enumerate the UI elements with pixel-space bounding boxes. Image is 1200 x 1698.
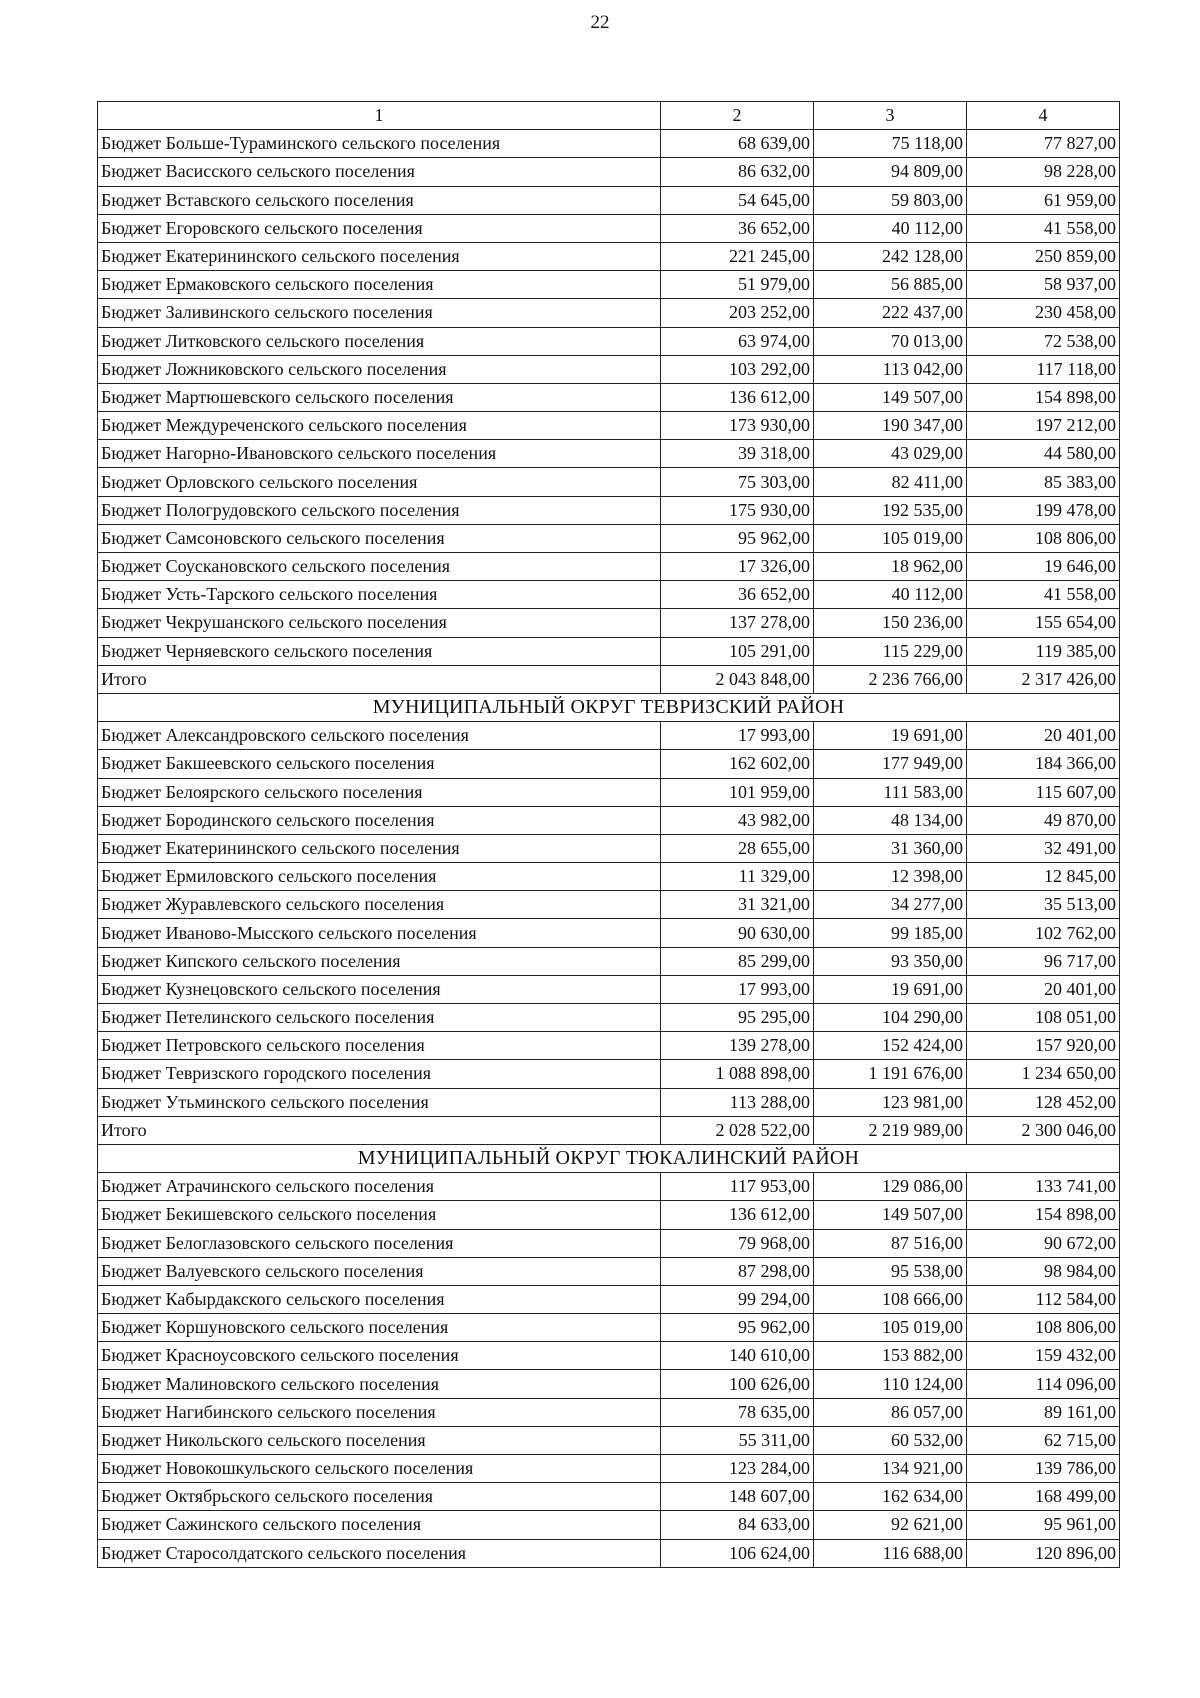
value-col-4: 49 870,00 (967, 806, 1120, 834)
value-col-2: 101 959,00 (661, 778, 814, 806)
value-col-4: 77 827,00 (967, 130, 1120, 158)
settlement-name: Бюджет Александровского сельского поселения (98, 722, 661, 750)
value-col-4: 58 937,00 (967, 271, 1120, 299)
table-row (98, 1455, 1120, 1483)
column-header-3: 3 (814, 102, 967, 130)
value-col-3: 116 688,00 (814, 1539, 967, 1567)
value-col-2: 140 610,00 (661, 1342, 814, 1370)
value-col-2: 87 298,00 (661, 1257, 814, 1285)
value-col-4: 19 646,00 (967, 553, 1120, 581)
table-row (98, 1314, 1120, 1342)
table-row (98, 468, 1120, 496)
value-col-2: 137 278,00 (661, 609, 814, 637)
table-row (98, 299, 1120, 327)
value-col-2: 39 318,00 (661, 440, 814, 468)
value-col-2: 100 626,00 (661, 1370, 814, 1398)
table-row (98, 1342, 1120, 1370)
value-col-3: 108 666,00 (814, 1285, 967, 1313)
value-col-2: 17 326,00 (661, 553, 814, 581)
value-col-4: 115 607,00 (967, 778, 1120, 806)
settlement-name: Бюджет Чекрушанского сельского поселения (98, 609, 661, 637)
settlement-name: Бюджет Малиновского сельского поселения (98, 1370, 661, 1398)
value-col-4: 120 896,00 (967, 1539, 1120, 1567)
value-col-2: 117 953,00 (661, 1173, 814, 1201)
value-col-3: 19 691,00 (814, 722, 967, 750)
value-col-3: 134 921,00 (814, 1455, 967, 1483)
settlement-name: Бюджет Коршуновского сельского поселения (98, 1314, 661, 1342)
value-col-3: 56 885,00 (814, 271, 967, 299)
value-col-3: 93 350,00 (814, 947, 967, 975)
table-row (98, 834, 1120, 862)
total-col-4: 2 317 426,00 (967, 665, 1120, 693)
total-col-4: 2 300 046,00 (967, 1116, 1120, 1144)
value-col-3: 82 411,00 (814, 468, 967, 496)
value-col-3: 113 042,00 (814, 355, 967, 383)
total-label: Итого (98, 1116, 661, 1144)
column-header-1: 1 (98, 102, 661, 130)
value-col-3: 129 086,00 (814, 1173, 967, 1201)
value-col-2: 63 974,00 (661, 327, 814, 355)
settlement-name: Бюджет Бакшеевского сельского поселения (98, 750, 661, 778)
settlement-name: Бюджет Бекишевского сельского поселения (98, 1201, 661, 1229)
column-header-2: 2 (661, 102, 814, 130)
value-col-2: 31 321,00 (661, 891, 814, 919)
value-col-2: 113 288,00 (661, 1088, 814, 1116)
value-col-4: 108 806,00 (967, 524, 1120, 552)
value-col-3: 149 507,00 (814, 1201, 967, 1229)
value-col-4: 20 401,00 (967, 975, 1120, 1003)
value-col-3: 34 277,00 (814, 891, 967, 919)
value-col-4: 72 538,00 (967, 327, 1120, 355)
value-col-2: 1 088 898,00 (661, 1060, 814, 1088)
value-col-3: 92 621,00 (814, 1511, 967, 1539)
settlement-name: Бюджет Екатерининского сельского поселения (98, 834, 661, 862)
settlement-name: Бюджет Новокошкульского сельского поселения (98, 1455, 661, 1483)
value-col-3: 48 134,00 (814, 806, 967, 834)
value-col-3: 190 347,00 (814, 412, 967, 440)
table-row (98, 524, 1120, 552)
table-row (98, 722, 1120, 750)
value-col-4: 98 984,00 (967, 1257, 1120, 1285)
table-row (98, 412, 1120, 440)
value-col-2: 11 329,00 (661, 863, 814, 891)
value-col-2: 55 311,00 (661, 1426, 814, 1454)
value-col-3: 60 532,00 (814, 1426, 967, 1454)
settlement-name: Бюджет Пологрудовского сельского поселения (98, 496, 661, 524)
value-col-2: 175 930,00 (661, 496, 814, 524)
settlement-name: Бюджет Черняевского сельского поселения (98, 637, 661, 665)
value-col-4: 62 715,00 (967, 1426, 1120, 1454)
settlement-name: Бюджет Соускановского сельского поселения (98, 553, 661, 581)
table-row (98, 581, 1120, 609)
settlement-name: Бюджет Васисского сельского поселения (98, 158, 661, 186)
value-col-3: 115 229,00 (814, 637, 967, 665)
table-row (98, 750, 1120, 778)
settlement-name: Бюджет Утьминского сельского поселения (98, 1088, 661, 1116)
table-row (98, 355, 1120, 383)
table-row (98, 1370, 1120, 1398)
value-col-2: 95 962,00 (661, 1314, 814, 1342)
total-label: Итого (98, 665, 661, 693)
value-col-3: 12 398,00 (814, 863, 967, 891)
value-col-4: 159 432,00 (967, 1342, 1120, 1370)
value-col-3: 43 029,00 (814, 440, 967, 468)
value-col-3: 242 128,00 (814, 242, 967, 270)
value-col-4: 108 051,00 (967, 1004, 1120, 1032)
settlement-name: Бюджет Вставского сельского поселения (98, 186, 661, 214)
settlement-name: Бюджет Ермиловского сельского поселения (98, 863, 661, 891)
table-header-row (98, 102, 1120, 130)
value-col-4: 96 717,00 (967, 947, 1120, 975)
table-row (98, 1539, 1120, 1567)
table-row (98, 1285, 1120, 1313)
value-col-3: 152 424,00 (814, 1032, 967, 1060)
total-col-2: 2 028 522,00 (661, 1116, 814, 1144)
settlement-name: Бюджет Атрачинского сельского поселения (98, 1173, 661, 1201)
settlement-name: Бюджет Мартюшевского сельского поселения (98, 383, 661, 411)
value-col-2: 173 930,00 (661, 412, 814, 440)
value-col-4: 20 401,00 (967, 722, 1120, 750)
settlement-name: Бюджет Сажинского сельского поселения (98, 1511, 661, 1539)
settlement-name: Бюджет Бородинского сельского поселения (98, 806, 661, 834)
table-row (98, 1229, 1120, 1257)
value-col-3: 70 013,00 (814, 327, 967, 355)
table-row (98, 1060, 1120, 1088)
value-col-3: 111 583,00 (814, 778, 967, 806)
settlement-name: Бюджет Журавлевского сельского поселения (98, 891, 661, 919)
value-col-4: 1 234 650,00 (967, 1060, 1120, 1088)
table-row (98, 1398, 1120, 1426)
table-row (98, 242, 1120, 270)
value-col-3: 110 124,00 (814, 1370, 967, 1398)
value-col-3: 19 691,00 (814, 975, 967, 1003)
section-header-row (98, 693, 1120, 721)
settlement-name: Бюджет Петелинского сельского поселения (98, 1004, 661, 1032)
table-row (98, 214, 1120, 242)
table-row (98, 1088, 1120, 1116)
value-col-2: 28 655,00 (661, 834, 814, 862)
value-col-2: 90 630,00 (661, 919, 814, 947)
value-col-2: 162 602,00 (661, 750, 814, 778)
settlement-name: Бюджет Ложниковского сельского поселения (98, 355, 661, 383)
section-title: МУНИЦИПАЛЬНЫЙ ОКРУГ ТЮКАЛИНСКИЙ РАЙОН (98, 1144, 1120, 1172)
value-col-2: 136 612,00 (661, 383, 814, 411)
table-row (98, 637, 1120, 665)
value-col-2: 136 612,00 (661, 1201, 814, 1229)
settlement-name: Бюджет Кабырдакского сельского поселения (98, 1285, 661, 1313)
value-col-2: 99 294,00 (661, 1285, 814, 1313)
settlement-name: Бюджет Тевризского городского поселения (98, 1060, 661, 1088)
settlement-name: Бюджет Красноусовского сельского поселения (98, 1342, 661, 1370)
value-col-2: 68 639,00 (661, 130, 814, 158)
value-col-3: 105 019,00 (814, 524, 967, 552)
value-col-4: 112 584,00 (967, 1285, 1120, 1313)
value-col-2: 221 245,00 (661, 242, 814, 270)
total-col-3: 2 236 766,00 (814, 665, 967, 693)
value-col-4: 119 385,00 (967, 637, 1120, 665)
settlement-name: Бюджет Нагорно-Ивановского сельского поселения (98, 440, 661, 468)
table-row (98, 553, 1120, 581)
value-col-4: 35 513,00 (967, 891, 1120, 919)
table-row (98, 919, 1120, 947)
value-col-2: 84 633,00 (661, 1511, 814, 1539)
value-col-2: 85 299,00 (661, 947, 814, 975)
value-col-3: 86 057,00 (814, 1398, 967, 1426)
settlement-name: Бюджет Усть-Тарского сельского поселения (98, 581, 661, 609)
value-col-4: 95 961,00 (967, 1511, 1120, 1539)
table-row (98, 440, 1120, 468)
total-row (98, 1116, 1120, 1144)
settlement-name: Бюджет Кипского сельского поселения (98, 947, 661, 975)
value-col-4: 199 478,00 (967, 496, 1120, 524)
value-col-4: 197 212,00 (967, 412, 1120, 440)
value-col-4: 85 383,00 (967, 468, 1120, 496)
value-col-3: 40 112,00 (814, 214, 967, 242)
value-col-2: 78 635,00 (661, 1398, 814, 1426)
value-col-4: 184 366,00 (967, 750, 1120, 778)
table-row (98, 327, 1120, 355)
value-col-4: 41 558,00 (967, 214, 1120, 242)
total-col-2: 2 043 848,00 (661, 665, 814, 693)
table-row (98, 1483, 1120, 1511)
settlement-name: Бюджет Екатерининского сельского поселения (98, 242, 661, 270)
total-col-3: 2 219 989,00 (814, 1116, 967, 1144)
settlement-name: Бюджет Кузнецовского сельского поселения (98, 975, 661, 1003)
settlement-name: Бюджет Никольского сельского поселения (98, 1426, 661, 1454)
table-row (98, 891, 1120, 919)
budget-table-body (98, 102, 1120, 1568)
value-col-4: 117 118,00 (967, 355, 1120, 383)
table-row (98, 1004, 1120, 1032)
table-row (98, 947, 1120, 975)
settlement-name: Бюджет Орловского сельского поселения (98, 468, 661, 496)
table-row (98, 1032, 1120, 1060)
value-col-2: 17 993,00 (661, 975, 814, 1003)
table-row (98, 1173, 1120, 1201)
value-col-3: 177 949,00 (814, 750, 967, 778)
value-col-4: 139 786,00 (967, 1455, 1120, 1483)
table-row (98, 271, 1120, 299)
value-col-2: 139 278,00 (661, 1032, 814, 1060)
value-col-4: 230 458,00 (967, 299, 1120, 327)
value-col-2: 86 632,00 (661, 158, 814, 186)
table-row (98, 609, 1120, 637)
section-header-row (98, 1144, 1120, 1172)
settlement-name: Бюджет Белоглазовского сельского поселения (98, 1229, 661, 1257)
value-col-4: 128 452,00 (967, 1088, 1120, 1116)
table-row (98, 186, 1120, 214)
settlement-name: Бюджет Белоярского сельского поселения (98, 778, 661, 806)
settlement-name: Бюджет Литковского сельского поселения (98, 327, 661, 355)
budget-table (97, 101, 1120, 1568)
value-col-2: 148 607,00 (661, 1483, 814, 1511)
table-row (98, 1511, 1120, 1539)
value-col-3: 59 803,00 (814, 186, 967, 214)
value-col-4: 154 898,00 (967, 383, 1120, 411)
value-col-4: 61 959,00 (967, 186, 1120, 214)
value-col-4: 44 580,00 (967, 440, 1120, 468)
settlement-name: Бюджет Октябрьского сельского поселения (98, 1483, 661, 1511)
value-col-4: 250 859,00 (967, 242, 1120, 270)
settlement-name: Бюджет Самсоновского сельского поселения (98, 524, 661, 552)
table-row (98, 863, 1120, 891)
table-row (98, 806, 1120, 834)
value-col-3: 1 191 676,00 (814, 1060, 967, 1088)
value-col-4: 98 228,00 (967, 158, 1120, 186)
page-number: 22 (590, 12, 610, 33)
value-col-3: 104 290,00 (814, 1004, 967, 1032)
value-col-4: 41 558,00 (967, 581, 1120, 609)
value-col-2: 123 284,00 (661, 1455, 814, 1483)
value-col-2: 36 652,00 (661, 581, 814, 609)
value-col-2: 54 645,00 (661, 186, 814, 214)
value-col-2: 103 292,00 (661, 355, 814, 383)
value-col-4: 133 741,00 (967, 1173, 1120, 1201)
value-col-2: 17 993,00 (661, 722, 814, 750)
settlement-name: Бюджет Петровского сельского поселения (98, 1032, 661, 1060)
settlement-name: Бюджет Ермаковского сельского поселения (98, 271, 661, 299)
value-col-2: 95 295,00 (661, 1004, 814, 1032)
value-col-2: 95 962,00 (661, 524, 814, 552)
value-col-4: 108 806,00 (967, 1314, 1120, 1342)
value-col-4: 12 845,00 (967, 863, 1120, 891)
value-col-3: 150 236,00 (814, 609, 967, 637)
value-col-4: 114 096,00 (967, 1370, 1120, 1398)
total-row (98, 665, 1120, 693)
table-row (98, 158, 1120, 186)
value-col-4: 157 920,00 (967, 1032, 1120, 1060)
value-col-2: 43 982,00 (661, 806, 814, 834)
value-col-2: 75 303,00 (661, 468, 814, 496)
value-col-3: 123 981,00 (814, 1088, 967, 1116)
table-row (98, 1257, 1120, 1285)
table-row (98, 975, 1120, 1003)
settlement-name: Бюджет Заливинского сельского поселения (98, 299, 661, 327)
settlement-name: Бюджет Егоровского сельского поселения (98, 214, 661, 242)
value-col-3: 153 882,00 (814, 1342, 967, 1370)
value-col-4: 155 654,00 (967, 609, 1120, 637)
value-col-3: 94 809,00 (814, 158, 967, 186)
value-col-4: 90 672,00 (967, 1229, 1120, 1257)
table-row (98, 496, 1120, 524)
settlement-name: Бюджет Нагибинского сельского поселения (98, 1398, 661, 1426)
settlement-name: Бюджет Междуреченского сельского поселения (98, 412, 661, 440)
settlement-name: Бюджет Иваново-Мысского сельского поселения (98, 919, 661, 947)
value-col-3: 222 437,00 (814, 299, 967, 327)
table-row (98, 778, 1120, 806)
table-row (98, 130, 1120, 158)
value-col-2: 79 968,00 (661, 1229, 814, 1257)
value-col-3: 192 535,00 (814, 496, 967, 524)
value-col-4: 32 491,00 (967, 834, 1120, 862)
value-col-3: 99 185,00 (814, 919, 967, 947)
value-col-3: 95 538,00 (814, 1257, 967, 1285)
value-col-3: 162 634,00 (814, 1483, 967, 1511)
value-col-4: 154 898,00 (967, 1201, 1120, 1229)
column-header-4: 4 (967, 102, 1120, 130)
value-col-3: 40 112,00 (814, 581, 967, 609)
value-col-2: 106 624,00 (661, 1539, 814, 1567)
table-row (98, 1201, 1120, 1229)
value-col-3: 31 360,00 (814, 834, 967, 862)
value-col-4: 168 499,00 (967, 1483, 1120, 1511)
value-col-2: 51 979,00 (661, 271, 814, 299)
value-col-2: 36 652,00 (661, 214, 814, 242)
value-col-3: 87 516,00 (814, 1229, 967, 1257)
settlement-name: Бюджет Валуевского сельского поселения (98, 1257, 661, 1285)
value-col-2: 203 252,00 (661, 299, 814, 327)
value-col-3: 105 019,00 (814, 1314, 967, 1342)
value-col-4: 89 161,00 (967, 1398, 1120, 1426)
section-title: МУНИЦИПАЛЬНЫЙ ОКРУГ ТЕВРИЗСКИЙ РАЙОН (98, 693, 1120, 721)
value-col-3: 18 962,00 (814, 553, 967, 581)
table-row (98, 383, 1120, 411)
settlement-name: Бюджет Старосолдатского сельского поселения (98, 1539, 661, 1567)
value-col-4: 102 762,00 (967, 919, 1120, 947)
table-row (98, 1426, 1120, 1454)
value-col-3: 75 118,00 (814, 130, 967, 158)
value-col-3: 149 507,00 (814, 383, 967, 411)
value-col-2: 105 291,00 (661, 637, 814, 665)
settlement-name: Бюджет Больше-Тураминского сельского поселения (98, 130, 661, 158)
